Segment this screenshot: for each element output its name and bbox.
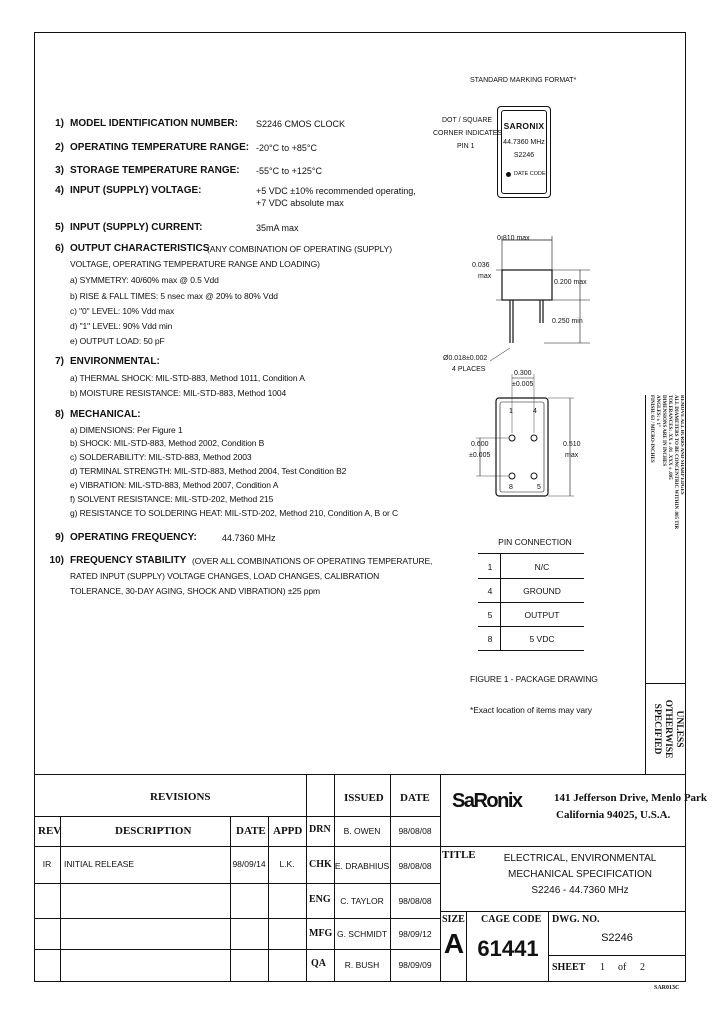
marking-model: S2246 <box>513 152 535 159</box>
role-qa: QA <box>311 958 326 969</box>
title-label: TITLE <box>442 849 476 861</box>
spec-8-label: MECHANICAL: <box>70 409 141 420</box>
top-view-body <box>496 398 548 496</box>
side-view-body <box>502 270 552 300</box>
spec-6-num: 6) <box>55 243 64 254</box>
dim-pin-label: 0.036 <box>472 262 490 269</box>
output-line-1: a) SYMMETRY: 40/60% max @ 0.5 Vdd <box>70 275 219 285</box>
dim-top-label: 0.810 max <box>497 235 530 242</box>
dim-lead-label: 0.250 min <box>552 318 583 325</box>
sheet-label: SHEET <box>552 962 586 973</box>
env-line-0: a) THERMAL SHOCK: MIL-STD-883, Method 1011, Condition A <box>70 373 305 383</box>
title-line-1: ELECTRICAL, ENVIRONMENTAL <box>503 853 657 864</box>
marking-note-1: DOT / SQUARE <box>442 117 493 124</box>
pin-table-title: PIN CONNECTION <box>498 537 572 547</box>
marking-package <box>497 106 551 198</box>
spec-3-label: STORAGE TEMPERATURE RANGE: <box>70 165 240 176</box>
pin-row-1-pin: 1 <box>487 562 493 572</box>
role-eng-name: C. TAYLOR <box>340 896 384 906</box>
specified-label: SPECIFIED <box>652 703 662 755</box>
date2-header: DATE <box>236 825 266 837</box>
cage-value: 61441 <box>477 936 539 961</box>
side-text-1: ALL DIAMETERS TO BE CONCENTRIC WITHIN .005 TIR <box>673 395 678 530</box>
side-text-5: FINISH: 63 / MICRO-INCHES <box>649 395 654 463</box>
package-drawing <box>440 228 630 518</box>
side-notes <box>648 395 684 681</box>
side-text-3: DIMENSIONS ARE IN INCHES <box>661 395 666 466</box>
role-mfg-date: 98/09/12 <box>398 929 432 939</box>
spec-2-label: OPERATING TEMPERATURE RANGE: <box>70 142 250 153</box>
dim-spacing-label: 0.300 <box>514 370 532 377</box>
marking-brand: SARONIX <box>503 121 545 131</box>
spec-9-num: 9) <box>55 532 64 543</box>
mech-line-3: d) TERMINAL STRENGTH: MIL-STD-883, Method 2004, Test Condition B2 <box>70 466 347 476</box>
spec-5-num: 5) <box>55 222 64 233</box>
role-chk-name: E. DRABHIUS <box>334 861 390 871</box>
mech-line-4: e) VIBRATION: MIL-STD-883, Method 2007, Condition A <box>70 480 279 490</box>
spec-4-value-2: +7 VDC absolute max <box>256 198 344 208</box>
appd-header: APPD <box>273 825 303 837</box>
pin-row-4-pin: 8 <box>487 634 493 644</box>
spec-4-num: 4) <box>55 185 64 196</box>
spec-5-label: INPUT (SUPPLY) CURRENT: <box>70 222 203 233</box>
role-eng: ENG <box>309 894 331 905</box>
spec-8-num: 8) <box>55 409 64 420</box>
pin-8-circle <box>509 473 515 479</box>
side-text-0: REMOVE ALL BURRS AND SHARP EDGES <box>679 395 684 495</box>
top-view-inner <box>500 402 544 492</box>
marking-note-2: CORNER INDICATES <box>433 130 503 137</box>
spec-9-value: 44.7360 MHz <box>222 533 276 543</box>
marking-note: *Exact location of items may vary <box>470 705 592 715</box>
role-drn: DRN <box>309 824 331 835</box>
spec-3-value: -55°C to +125°C <box>256 166 322 176</box>
size-label: SIZE <box>442 914 465 925</box>
description-header: DESCRIPTION <box>115 825 192 837</box>
date-header: DATE <box>400 792 430 804</box>
issued-header: ISSUED <box>344 792 384 804</box>
company-address-1: 141 Jefferson Drive, Menlo Park <box>554 792 708 804</box>
unless-otherwise-specified <box>648 686 684 772</box>
revisions-header: REVISIONS <box>150 791 211 803</box>
company-logo: SaRonix <box>452 790 522 812</box>
rev-row-rev: IR <box>42 859 52 869</box>
pin-8-label: 8 <box>509 484 513 491</box>
rev-header: REV <box>38 825 62 837</box>
spec-2-num: 2) <box>55 142 64 153</box>
spec-2-value: -20°C to +85°C <box>256 143 317 153</box>
mech-line-0: a) DIMENSIONS: Per Figure 1 <box>70 425 183 435</box>
role-chk-date: 98/08/08 <box>398 861 432 871</box>
pin-row-2-func: GROUND <box>523 586 561 596</box>
pin-4-label: 4 <box>533 408 537 415</box>
pin-row-3-pin: 5 <box>487 610 493 620</box>
mech-line-1: b) SHOCK: MIL-STD-883, Method 2002, Condition B <box>70 438 265 448</box>
dim-height-label: 0.200 max <box>554 279 587 286</box>
dim-pin-label-2: max <box>478 273 492 280</box>
spec-4-label: INPUT (SUPPLY) VOLTAGE: <box>70 185 202 196</box>
spec-1-num: 1) <box>55 118 64 129</box>
spec-9-label: OPERATING FREQUENCY: <box>70 532 197 543</box>
spec-6-value: (ANY COMBINATION OF OPERATING (SUPPLY) <box>207 244 392 254</box>
side-text-4: ANGLES: ± 1° <box>655 395 660 427</box>
spec-4-value: +5 VDC ±10% recommended operating, <box>256 186 416 196</box>
dwg-label: DWG. NO. <box>552 914 600 925</box>
pin1-dot-icon <box>506 172 511 177</box>
otherwise-label: OTHERWISE <box>663 699 673 759</box>
side-text-2: TOLERANCES: .XX ± .01 .XXX ± .005 <box>667 395 672 480</box>
places-label: 4 PLACES <box>452 366 486 373</box>
marking-freq: 44.7360 MHz <box>503 139 545 146</box>
rev-row-description: INITIAL RELEASE <box>64 859 135 869</box>
spec-3-num: 3) <box>55 165 64 176</box>
dim-lead-dia-label: Ø0.018±0.002 <box>443 355 488 362</box>
env-line-1: b) MOISTURE RESISTANCE: MIL-STD-883, Method 1004 <box>70 388 287 398</box>
dim-spacing-tol: ±0.005 <box>512 381 534 388</box>
company-address-2: California 94025, U.S.A. <box>556 809 671 821</box>
unless-label: UNLESS <box>674 710 684 748</box>
figure-caption: FIGURE 1 - PACKAGE DRAWING <box>470 674 598 684</box>
pin-5-label: 5 <box>537 484 541 491</box>
pin-4-circle <box>531 435 537 441</box>
sheets-value: 2 <box>640 962 645 973</box>
pin-1-label: 1 <box>509 408 513 415</box>
spec-7-label: ENVIRONMENTAL: <box>70 356 160 367</box>
role-mfg-name: G. SCHMIDT <box>336 929 388 939</box>
mech-line-6: g) RESISTANCE TO SOLDERING HEAT: MIL-STD-202, Method 210, Condition A, B or C <box>70 508 399 518</box>
sheet-value: 1 <box>600 962 605 973</box>
title-line-2: MECHANICAL SPECIFICATION <box>508 869 652 880</box>
role-drn-name: B. OWEN <box>343 826 381 836</box>
spec-6-label: OUTPUT CHARACTERISTICS <box>70 243 210 254</box>
dim-width-tol: ±0.005 <box>469 452 491 459</box>
dim-width-label: 0.600 <box>471 441 489 448</box>
mech-line-2: c) SOLDERABILITY: MIL-STD-883, Method 2003 <box>70 452 252 462</box>
spec-1-value: S2246 CMOS CLOCK <box>256 119 346 129</box>
pin-5-circle <box>531 473 537 479</box>
title-line-3: S2246 - 44.7360 MHz <box>531 885 629 896</box>
marking-note-3: PIN 1 <box>457 143 475 150</box>
pin-row-3-func: OUTPUT <box>524 610 560 620</box>
role-qa-name: R. BUSH <box>344 960 380 970</box>
rev-row-appd: L.K. <box>279 859 295 869</box>
output-line-2: b) RISE & FALL TIMES: 5 nsec max @ 20% to 80% Vdd <box>70 291 278 301</box>
freq-line-0: RATED INPUT (SUPPLY) VOLTAGE CHANGES, LOAD CHANGES, CALIBRATION <box>70 571 380 581</box>
marking-date: DATE CODE <box>514 171 546 177</box>
spec-10-value: (OVER ALL COMBINATIONS OF OPERATING TEMPERATURE, <box>192 556 433 566</box>
cage-label: CAGE CODE <box>481 914 542 925</box>
of-label: of <box>618 962 627 973</box>
freq-line-1: TOLERANCE, 30-DAY AGING, SHOCK AND VIBRATION) ±25 ppm <box>70 586 321 596</box>
spec-10-label: FREQUENCY STABILITY <box>70 555 187 566</box>
size-value: A <box>443 928 465 959</box>
spec-7-num: 7) <box>55 356 64 367</box>
role-mfg: MFG <box>309 928 333 939</box>
footer-code: SAR013C <box>654 985 680 991</box>
pin-row-2-pin: 4 <box>487 586 493 596</box>
output-line-0: VOLTAGE, OPERATING TEMPERATURE RANGE AND LOADING) <box>70 259 320 269</box>
role-qa-date: 98/09/09 <box>398 960 432 970</box>
marking-title: STANDARD MARKING FORMAT* <box>470 77 577 84</box>
dim-len-label-2: max <box>565 452 579 459</box>
output-line-4: d) "1" LEVEL: 90% Vdd min <box>70 321 173 331</box>
spec-10-num: 10) <box>49 555 64 566</box>
mech-line-5: f) SOLVENT RESISTANCE: MIL-STD-202, Method 215 <box>70 494 274 504</box>
dwg-value: S2246 <box>601 932 633 944</box>
pin-1-circle <box>509 435 515 441</box>
dim-len-label: 0.510 <box>563 441 581 448</box>
role-chk: CHK <box>309 859 332 870</box>
pin-row-1-func: N/C <box>534 562 550 572</box>
role-eng-date: 98/08/08 <box>398 896 432 906</box>
output-line-3: c) "0" LEVEL: 10% Vdd max <box>70 306 175 316</box>
pin-row-4-func: 5 VDC <box>529 634 555 644</box>
spec-5-value: 35mA max <box>256 223 299 233</box>
output-line-5: e) OUTPUT LOAD: 50 pF <box>70 336 165 346</box>
spec-1-label: MODEL IDENTIFICATION NUMBER: <box>70 118 238 129</box>
role-drn-date: 98/08/08 <box>398 826 432 836</box>
rev-row-date: 98/09/14 <box>232 859 266 869</box>
